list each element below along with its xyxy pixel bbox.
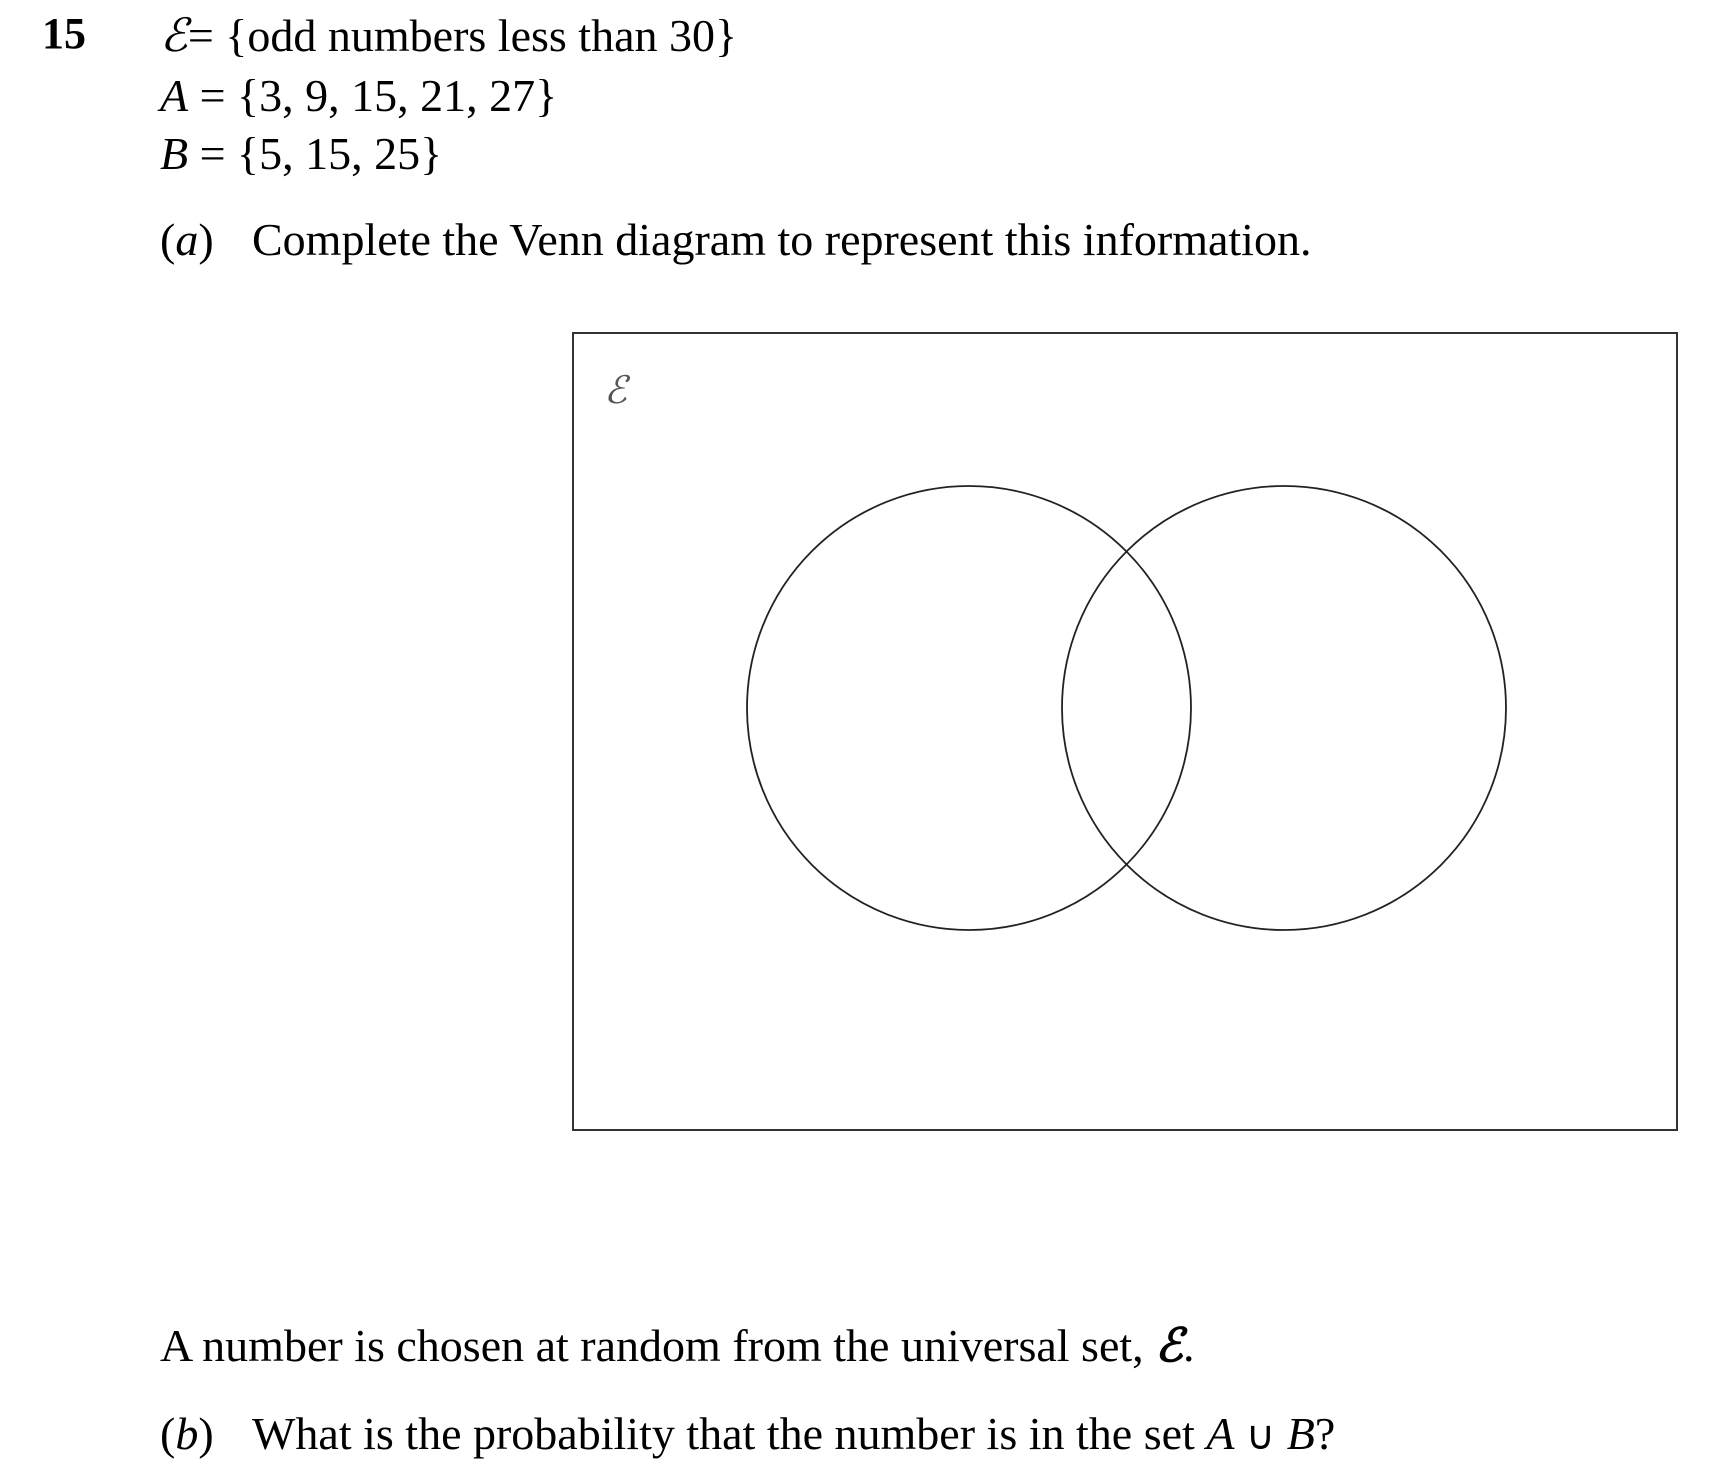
part-b-question bbox=[160, 1406, 1335, 1461]
part-b-set-b: B bbox=[1286, 1408, 1315, 1459]
set-a-elements: = {3, 9, 15, 21, 27} bbox=[188, 70, 558, 121]
venn-universal-symbol: ℰ bbox=[604, 368, 628, 412]
part-a-text: Complete the Venn diagram to represent this information. bbox=[252, 214, 1312, 265]
set-a-name: A bbox=[160, 70, 189, 121]
part-b-end: ? bbox=[1314, 1408, 1336, 1459]
part-b-label: (b) bbox=[160, 1408, 214, 1459]
universal-set-box bbox=[573, 333, 1677, 1130]
part-a-label: (a) bbox=[160, 214, 214, 265]
universal-set-symbol: ℰ bbox=[160, 8, 188, 62]
part-b-stem bbox=[160, 1318, 1195, 1373]
part-b-stem-text: A number is chosen at random from the universal set, bbox=[160, 1320, 1156, 1371]
part-b-text: What is the probability that the number is in the set bbox=[252, 1408, 1207, 1459]
set-b-name: B bbox=[160, 128, 189, 179]
union-symbol: ∪ bbox=[1245, 1413, 1276, 1459]
set-b-elements: = {5, 15, 25} bbox=[188, 128, 443, 179]
universal-set-text: = {odd numbers less than 30} bbox=[187, 10, 738, 61]
part-b-stem-end: . bbox=[1183, 1320, 1195, 1371]
part-b-stem-symbol: ℰ bbox=[1155, 1318, 1184, 1372]
question-number: 15 bbox=[42, 9, 86, 58]
part-b-set-a: A bbox=[1206, 1408, 1235, 1459]
